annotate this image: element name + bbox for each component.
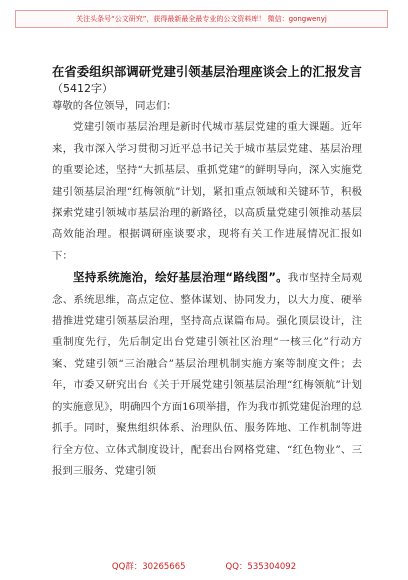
- word-count: （5412字）: [52, 82, 113, 95]
- qq-contact-label: QQ：535304092: [225, 562, 297, 572]
- footer-contact: [0, 560, 408, 572]
- section1-heading: 坚持系统施治，绘好基层治理“路线图”。: [73, 270, 288, 285]
- document-body: [52, 96, 362, 482]
- section1-paragraph: [52, 267, 362, 482]
- intro-paragraph: 党建引领市基层治理是新时代城市基层党建的重大课题。近年来，我市深入学习贯彻习近平总书记关于城市基层党建、基层治理的重要论述，坚持“大抓基层、重抓党建”的鲜明导向，深入实施党建引领基层治理“红梅领航”计划，紧扣重点领域和关键环节，积极探索党建引领城市基层治理的新路径，以高质量党建引领推动基层高效能治理。根据调研座谈要求，现将有关工作进展情况汇报如下：: [52, 121, 362, 262]
- qq-group-label: QQ群：30265665: [111, 562, 186, 572]
- document-title: 在省委组织部调研党建引领基层治理座谈会上的汇报发言: [52, 65, 362, 79]
- promo-banner-text: 关注头条号“公文研究”，获得最新最全最专业的公文资料库！ 微信：gongwenyj: [76, 15, 327, 23]
- section1-body: 我市坚持全局观念、系统思维，高点定位、整体谋划、协同发力，以大力度、硬举措推进党建引领基层治理，坚持高点谋篇布局。强化顶层设计，注重制度先行，先后制定出台党建引领社区治理“一核三化”行动方案、党建引领“三治融合”基层治理机制实施方案等制度文件；去年，市委又研究出台《关于开展党建引领基层治理“红梅领航”计划的实施意见》，明确四个方面16项举措，作为我市抓党建促治理的总抓手。同时，聚焦组织体系、治理队伍、服务阵地、工作机制等进行全方位、立体式制度设计，配套出台网格党建、“红色物业”、三报到三服务、党建引领: [52, 272, 362, 477]
- promo-banner: [15, 10, 388, 28]
- salutation: 尊敬的各位领导，同志们：: [52, 100, 177, 112]
